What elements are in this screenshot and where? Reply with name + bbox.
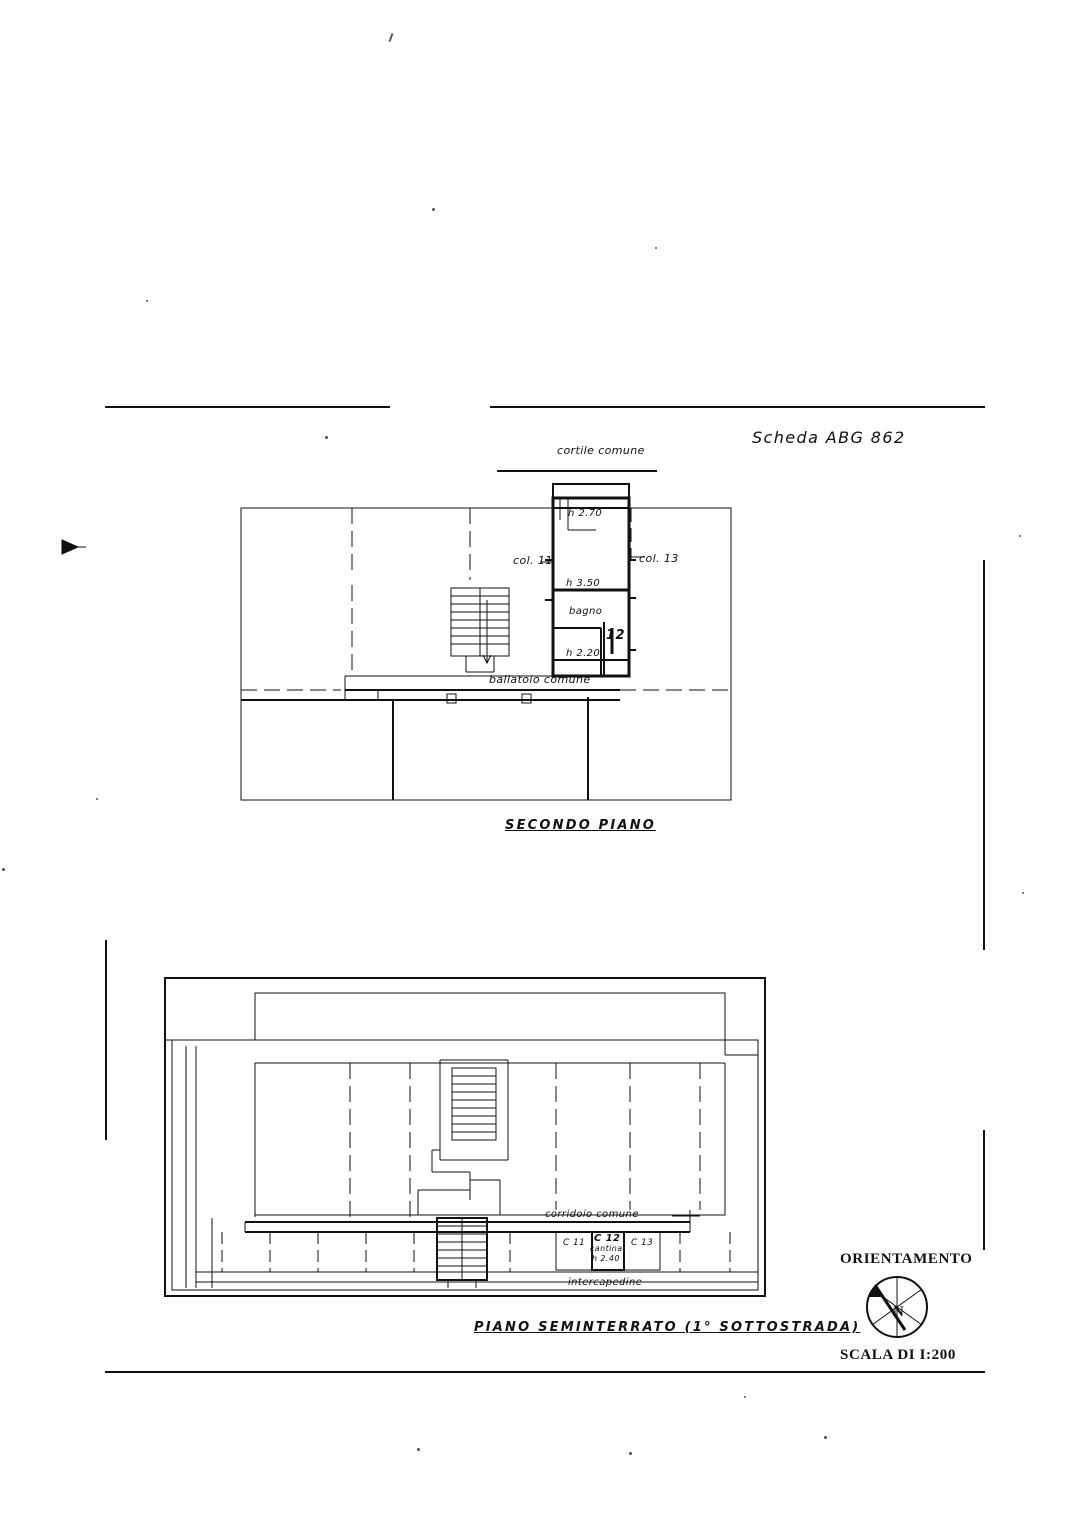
label-corridoio-comune: corridoio comune [545, 1209, 639, 1220]
label-col-13: col. 13 [639, 552, 679, 565]
label-unit-12: 12 [606, 628, 625, 643]
label-col-11: col. 11 [513, 554, 553, 567]
scan-speck [1019, 535, 1021, 537]
label-bagno: bagno [569, 606, 603, 617]
scan-speck [824, 1436, 827, 1439]
label-h-270: h 2.70 [568, 508, 603, 519]
label-ballatoio-comune: ballatoio comune [489, 673, 591, 686]
piano-seminterrato-title: PIANO SEMINTERRATO (1° SOTTOSTRADA) [474, 1320, 861, 1335]
orientation-heading: ORIENTAMENTO [840, 1251, 973, 1267]
label-c13: C 13 [631, 1238, 654, 1248]
scan-speck [655, 247, 657, 249]
scale-note: SCALA DI I:200 [840, 1347, 956, 1363]
scan-speck [325, 436, 328, 439]
scan-speck [96, 798, 98, 800]
label-cantina: cantina [590, 1244, 623, 1253]
scan-speck [1022, 892, 1024, 894]
label-c12: C 12 [594, 1233, 621, 1244]
scan-speck [744, 1396, 746, 1398]
scan-speck [146, 300, 148, 302]
secondo-piano-title: SECONDO PIANO [505, 818, 657, 833]
label-intercapedine: intercapedine [568, 1277, 643, 1288]
label-c11: C 11 [563, 1238, 586, 1248]
label-h-350: h 3.50 [566, 578, 601, 589]
compass-north-letter: N [893, 1304, 904, 1320]
scan-speck [432, 208, 435, 211]
label-h-240: h 2.40 [592, 1254, 620, 1263]
label-cortile-comune: cortile comune [557, 444, 645, 457]
scan-speck [629, 1452, 632, 1455]
scan-speck [417, 1448, 420, 1451]
label-h-220: h 2.20 [566, 648, 601, 659]
sheet-reference: Scheda ABG 862 [752, 428, 906, 447]
scan-speck [2, 868, 5, 871]
